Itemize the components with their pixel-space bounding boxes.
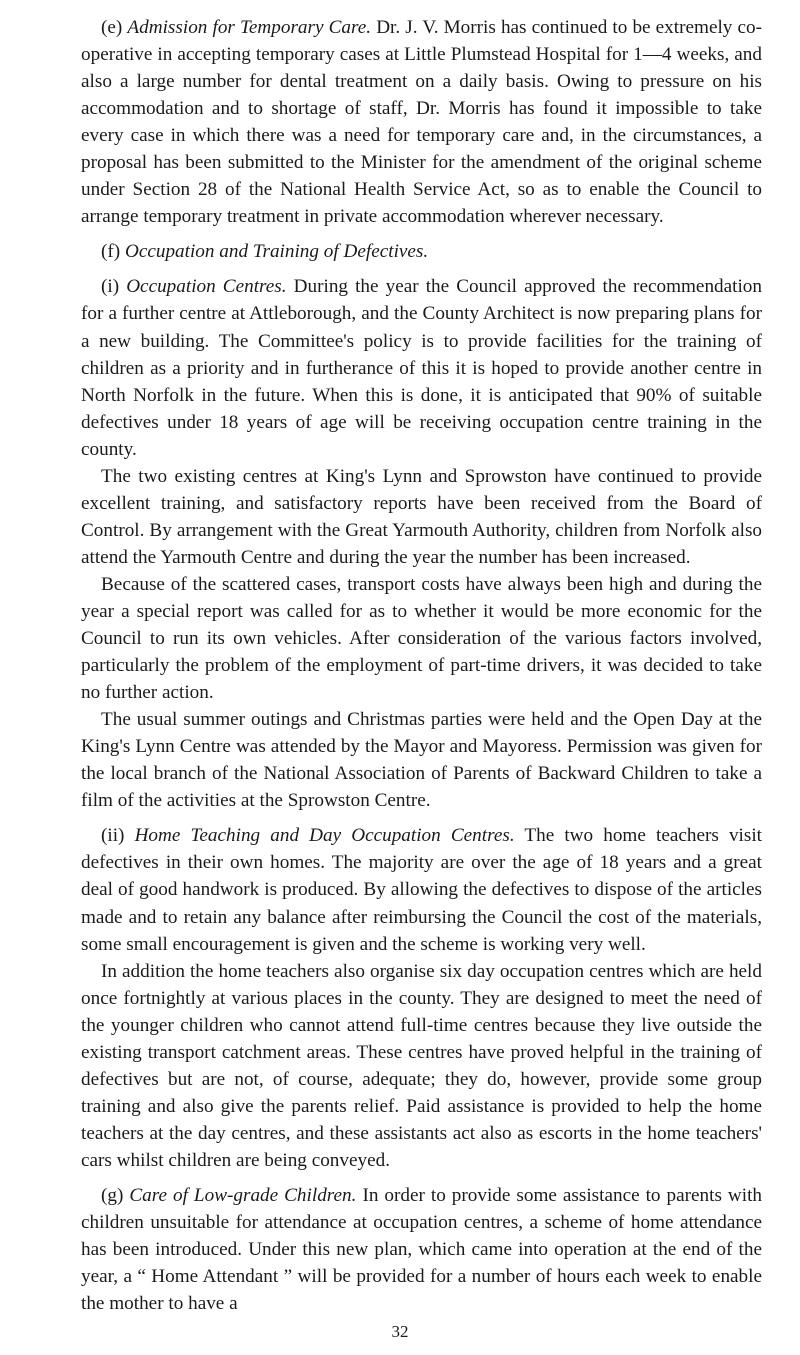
section-label-f: (f) bbox=[101, 241, 125, 263]
paragraph-low-grade-children bbox=[81, 1182, 762, 1317]
section-label-f-ii: (ii) bbox=[101, 825, 135, 847]
paragraph-existing-centres: The two existing centres at King's Lynn and Sprowston have continued to provide excellent training, and satisfactory reports have been received from the Board of Control. By arrangement with the Great Yarmouth Authority, children from Norfolk also attend the Yarmouth Centre and during the year the number has been increased. bbox=[81, 465, 762, 568]
section-label-f-i: (i) bbox=[101, 276, 127, 298]
paragraph-admission-temporary-care bbox=[81, 14, 762, 230]
section-label-e: (e) bbox=[101, 17, 128, 38]
paragraph-summer-outings: The usual summer outings and Christmas parties were held and the Open Day at the King's Lynn Centre was attended by the Mayor and Mayoress. Permission was given for the local branch of the National Association of Parents of Backward Children to take a film of the activities at the Sprowston Centre. bbox=[81, 709, 762, 812]
section-label-g: (g) bbox=[101, 1184, 130, 1206]
paragraph-transport-costs: Because of the scattered cases, transport costs have always been high and during the year a special report was called for as to whether it would be more economic for the Council to run its own vehicles. After consideration of the various factors involved, particularly the problem of the employment of part-time drivers, it was decided to take no further action. bbox=[81, 573, 762, 704]
heading-occupation-centres: Occupation Centres. bbox=[126, 276, 287, 298]
body-text: The two home teachers visit defectives in their own homes. The majority are over the age of 18 years and a great deal of good handwork is produced. By allowing the defectives to dispose of the articles made and to retain any balance after reimbursing the Council the cost of the materials, some small encouragement is given and the scheme is working very well. bbox=[81, 825, 762, 955]
paragraph-day-occupation-centres: In addition the home teachers also organise six day occupation centres which are held once fortnightly at various places in the county. They are designed to meet the need of the younger children who cannot attend full-time centres because they live outside the existing transport catchment areas. These centres have proved helpful in the training of defectives but are not, of course, adequate; they do, however, provide some group training and also give the parents relief. Paid assistance is provided to help the home teachers at the day centres, and these assistants act also as escorts in the home teachers' cars whilst children are being conveyed. bbox=[81, 960, 762, 1171]
paragraph-occupation-centres bbox=[81, 273, 762, 462]
heading-admission-temporary-care: Admission for Temporary Care. bbox=[127, 17, 372, 38]
heading-occupation-training bbox=[81, 238, 762, 265]
heading-occupation-training-title: Occupation and Training of Defectives. bbox=[124, 241, 429, 263]
heading-low-grade-children: Care of Low-grade Children. bbox=[129, 1184, 357, 1206]
heading-home-teaching: Home Teaching and Day Occupation Centres. bbox=[134, 825, 515, 847]
page-number: 32 bbox=[391, 1322, 409, 1341]
body-text: Dr. J. V. Morris has continued to be extremely co-operative in accepting temporary cases at Little Plumstead Hospital for 1—4 weeks, and also a large number for dental treatment on a daily basis. Owing to pressure on his accommodation and to shortage of staff, Dr. Morris has found it impossible to take every case in which there was a need for temporary care and, in the circumstances, a proposal has been submitted to the Minister for the amendment of the original scheme under Section 28 of the National Health Service Act, so as to enable the Council to arrange temporary treatment in private accommodation wherever necessary. bbox=[81, 17, 762, 228]
paragraph-home-teaching bbox=[81, 822, 762, 957]
body-text: During the year the Council approved the recommendation for a further centre at Attleborough, and the County Architect is now preparing plans for a new building. The Committee's policy is to provide facilities for the training of children as a priority and in furtherance of this it is hoped to provide another centre in North Norfolk in the future. When this is done, it is anticipated that 90% of suitable defectives under 18 years of age will be receiving occupation centre training in the county. bbox=[81, 276, 762, 460]
body-text: In order to provide some assistance to parents with children unsuitable for attendance at occupation centres, a scheme of home attendance has been introduced. Under this new plan, which came into operation at the end of the year, a “ Home Attendant ” will be provided for a number of hours each week to enable the mother to have a bbox=[81, 1184, 763, 1315]
